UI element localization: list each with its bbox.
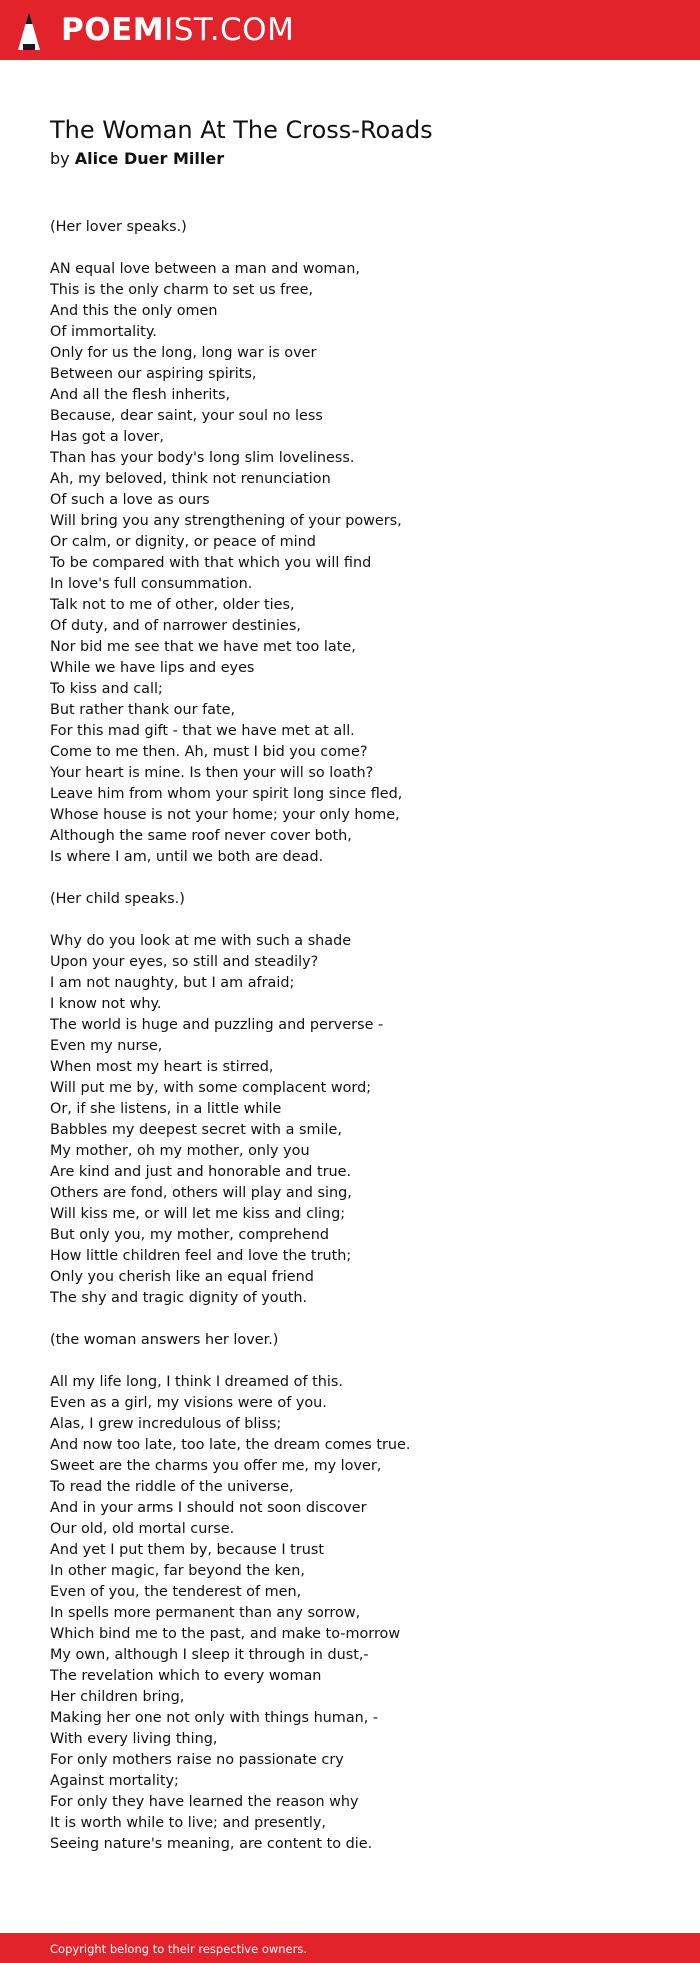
poem-body: [50, 217, 650, 1876]
poem-line: Will kiss me, or will let me kiss and cling;: [50, 1206, 346, 1222]
poem-line: And this the only omen: [50, 303, 218, 319]
poem-line: Even of you, the tenderest of men,: [50, 1584, 302, 1600]
poem-line: Only for us the long, long war is over: [50, 345, 317, 361]
poem-line: Will put me by, with some complacent word;: [50, 1080, 372, 1096]
site-footer: [0, 1933, 700, 1963]
logo-light-text: IST.COM: [164, 12, 295, 48]
poem-stanza: [50, 889, 650, 910]
byline: [50, 147, 224, 171]
site-header: [0, 0, 700, 60]
site-logo[interactable]: [61, 10, 294, 50]
poem-line: When most my heart is stirred,: [50, 1059, 274, 1075]
poem-line: For this mad gift - that we have met at all.: [50, 723, 355, 739]
poem-line: Come to me then. Ah, must I bid you come?: [50, 744, 368, 760]
poem-line: Which bind me to the past, and make to-morrow: [50, 1626, 401, 1642]
poem-line: My mother, oh my mother, only you: [50, 1143, 310, 1159]
poem-line: My own, although I sleep it through in dust,-: [50, 1647, 369, 1663]
poem-line: Only you cherish like an equal friend: [50, 1269, 314, 1285]
poem-line: Alas, I grew incredulous of bliss;: [50, 1416, 282, 1432]
poem-title: The Woman At The Cross-Roads: [50, 116, 433, 144]
poem-line: Ah, my beloved, think not renunciation: [50, 471, 331, 487]
poem-line: Against mortality;: [50, 1773, 179, 1789]
poem-line: Although the same roof never cover both,: [50, 828, 352, 844]
poem-line: Upon your eyes, so still and steadily?: [50, 954, 319, 970]
poem-line: Seeing nature's meaning, are content to die.: [50, 1836, 373, 1852]
poem-line: Because, dear saint, your soul no less: [50, 408, 323, 424]
poem-line: And all the flesh inherits,: [50, 387, 231, 403]
poem-line: Even my nurse,: [50, 1038, 163, 1054]
poem-line: Sweet are the charms you offer me, my lover,: [50, 1458, 382, 1474]
poem-stanza: [50, 1330, 650, 1351]
poem-line: Even as a girl, my visions were of you.: [50, 1395, 327, 1411]
poem-line: I know not why.: [50, 996, 162, 1012]
poem-stanza: [50, 217, 650, 238]
poem-line: Of immortality.: [50, 324, 157, 340]
poem-line: And now too late, too late, the dream comes true.: [50, 1437, 411, 1453]
poem-line: But rather thank our fate,: [50, 702, 236, 718]
poem-line: While we have lips and eyes: [50, 660, 255, 676]
poem-line: To read the riddle of the universe,: [50, 1479, 294, 1495]
poem-line: Than has your body's long slim loveliness.: [50, 450, 355, 466]
poem-line: Leave him from whom your spirit long since fled,: [50, 786, 403, 802]
poem-line: For only they have learned the reason why: [50, 1794, 359, 1810]
poem-line: Our old, old mortal curse.: [50, 1521, 235, 1537]
poem-line: The shy and tragic dignity of youth.: [50, 1290, 308, 1306]
poem-line: Talk not to me of other, older ties,: [50, 597, 295, 613]
poem-line: The revelation which to every woman: [50, 1668, 322, 1684]
poem-line: And yet I put them by, because I trust: [50, 1542, 324, 1558]
poem-line: It is worth while to live; and presently,: [50, 1815, 326, 1831]
poem-line: Others are fond, others will play and sing,: [50, 1185, 352, 1201]
poem-line: Whose house is not your home; your only home,: [50, 807, 400, 823]
poem-line: Your heart is mine. Is then your will so loath?: [50, 765, 374, 781]
poem-line: This is the only charm to set us free,: [50, 282, 314, 298]
poem-line: Of such a love as ours: [50, 492, 210, 508]
poem-line: I am not naughty, but I am afraid;: [50, 975, 295, 991]
poem-line: Making her one not only with things human, -: [50, 1710, 379, 1726]
poem-line: Is where I am, until we both are dead.: [50, 849, 324, 865]
poem-line: In other magic, far beyond the ken,: [50, 1563, 305, 1579]
poem-line: AN equal love between a man and woman,: [50, 261, 360, 277]
poem-stanza: [50, 931, 650, 1309]
by-label: by: [50, 149, 70, 168]
poem-line: Babbles my deepest secret with a smile,: [50, 1122, 342, 1138]
poem-line: Or, if she listens, in a little while: [50, 1101, 282, 1117]
poem-line: But only you, my mother, comprehend: [50, 1227, 329, 1243]
poem-line: To be compared with that which you will find: [50, 555, 372, 571]
copyright-text: Copyright belong to their respective owners.: [50, 1942, 308, 1956]
poem-line: Or calm, or dignity, or peace of mind: [50, 534, 316, 550]
poem-line: Her children bring,: [50, 1689, 185, 1705]
poem-line: How little children feel and love the truth;: [50, 1248, 352, 1264]
poem-line: Between our aspiring spirits,: [50, 366, 257, 382]
poem-stanza: [50, 1372, 650, 1855]
poem-line: Will bring you any strengthening of your powers,: [50, 513, 402, 529]
logo-bold-text: POEM: [61, 12, 165, 48]
poem-line: The world is huge and puzzling and perverse -: [50, 1017, 384, 1033]
poem-line: In love's full consummation.: [50, 576, 253, 592]
poem-line: And in your arms I should not soon discover: [50, 1500, 367, 1516]
poem-line: In spells more permanent than any sorrow,: [50, 1605, 361, 1621]
poem-line: (the woman answers her lover.): [50, 1332, 279, 1348]
poem-stanza: [50, 259, 650, 868]
poem-line: Of duty, and of narrower destinies,: [50, 618, 301, 634]
poem-line: For only mothers raise no passionate cry: [50, 1752, 344, 1768]
poem-line: Why do you look at me with such a shade: [50, 933, 352, 949]
poem-line: Are kind and just and honorable and true.: [50, 1164, 352, 1180]
poem-line: With every living thing,: [50, 1731, 218, 1747]
poem-line: Nor bid me see that we have met too late,: [50, 639, 356, 655]
poem-line: (Her child speaks.): [50, 891, 185, 907]
poem-line: (Her lover speaks.): [50, 219, 187, 235]
poem-line: Has got a lover,: [50, 429, 164, 445]
poem-line: To kiss and call;: [50, 681, 163, 697]
pencil-logo-icon[interactable]: [16, 10, 42, 52]
author-name: Alice Duer Miller: [74, 149, 225, 168]
poem-line: All my life long, I think I dreamed of this.: [50, 1374, 343, 1390]
